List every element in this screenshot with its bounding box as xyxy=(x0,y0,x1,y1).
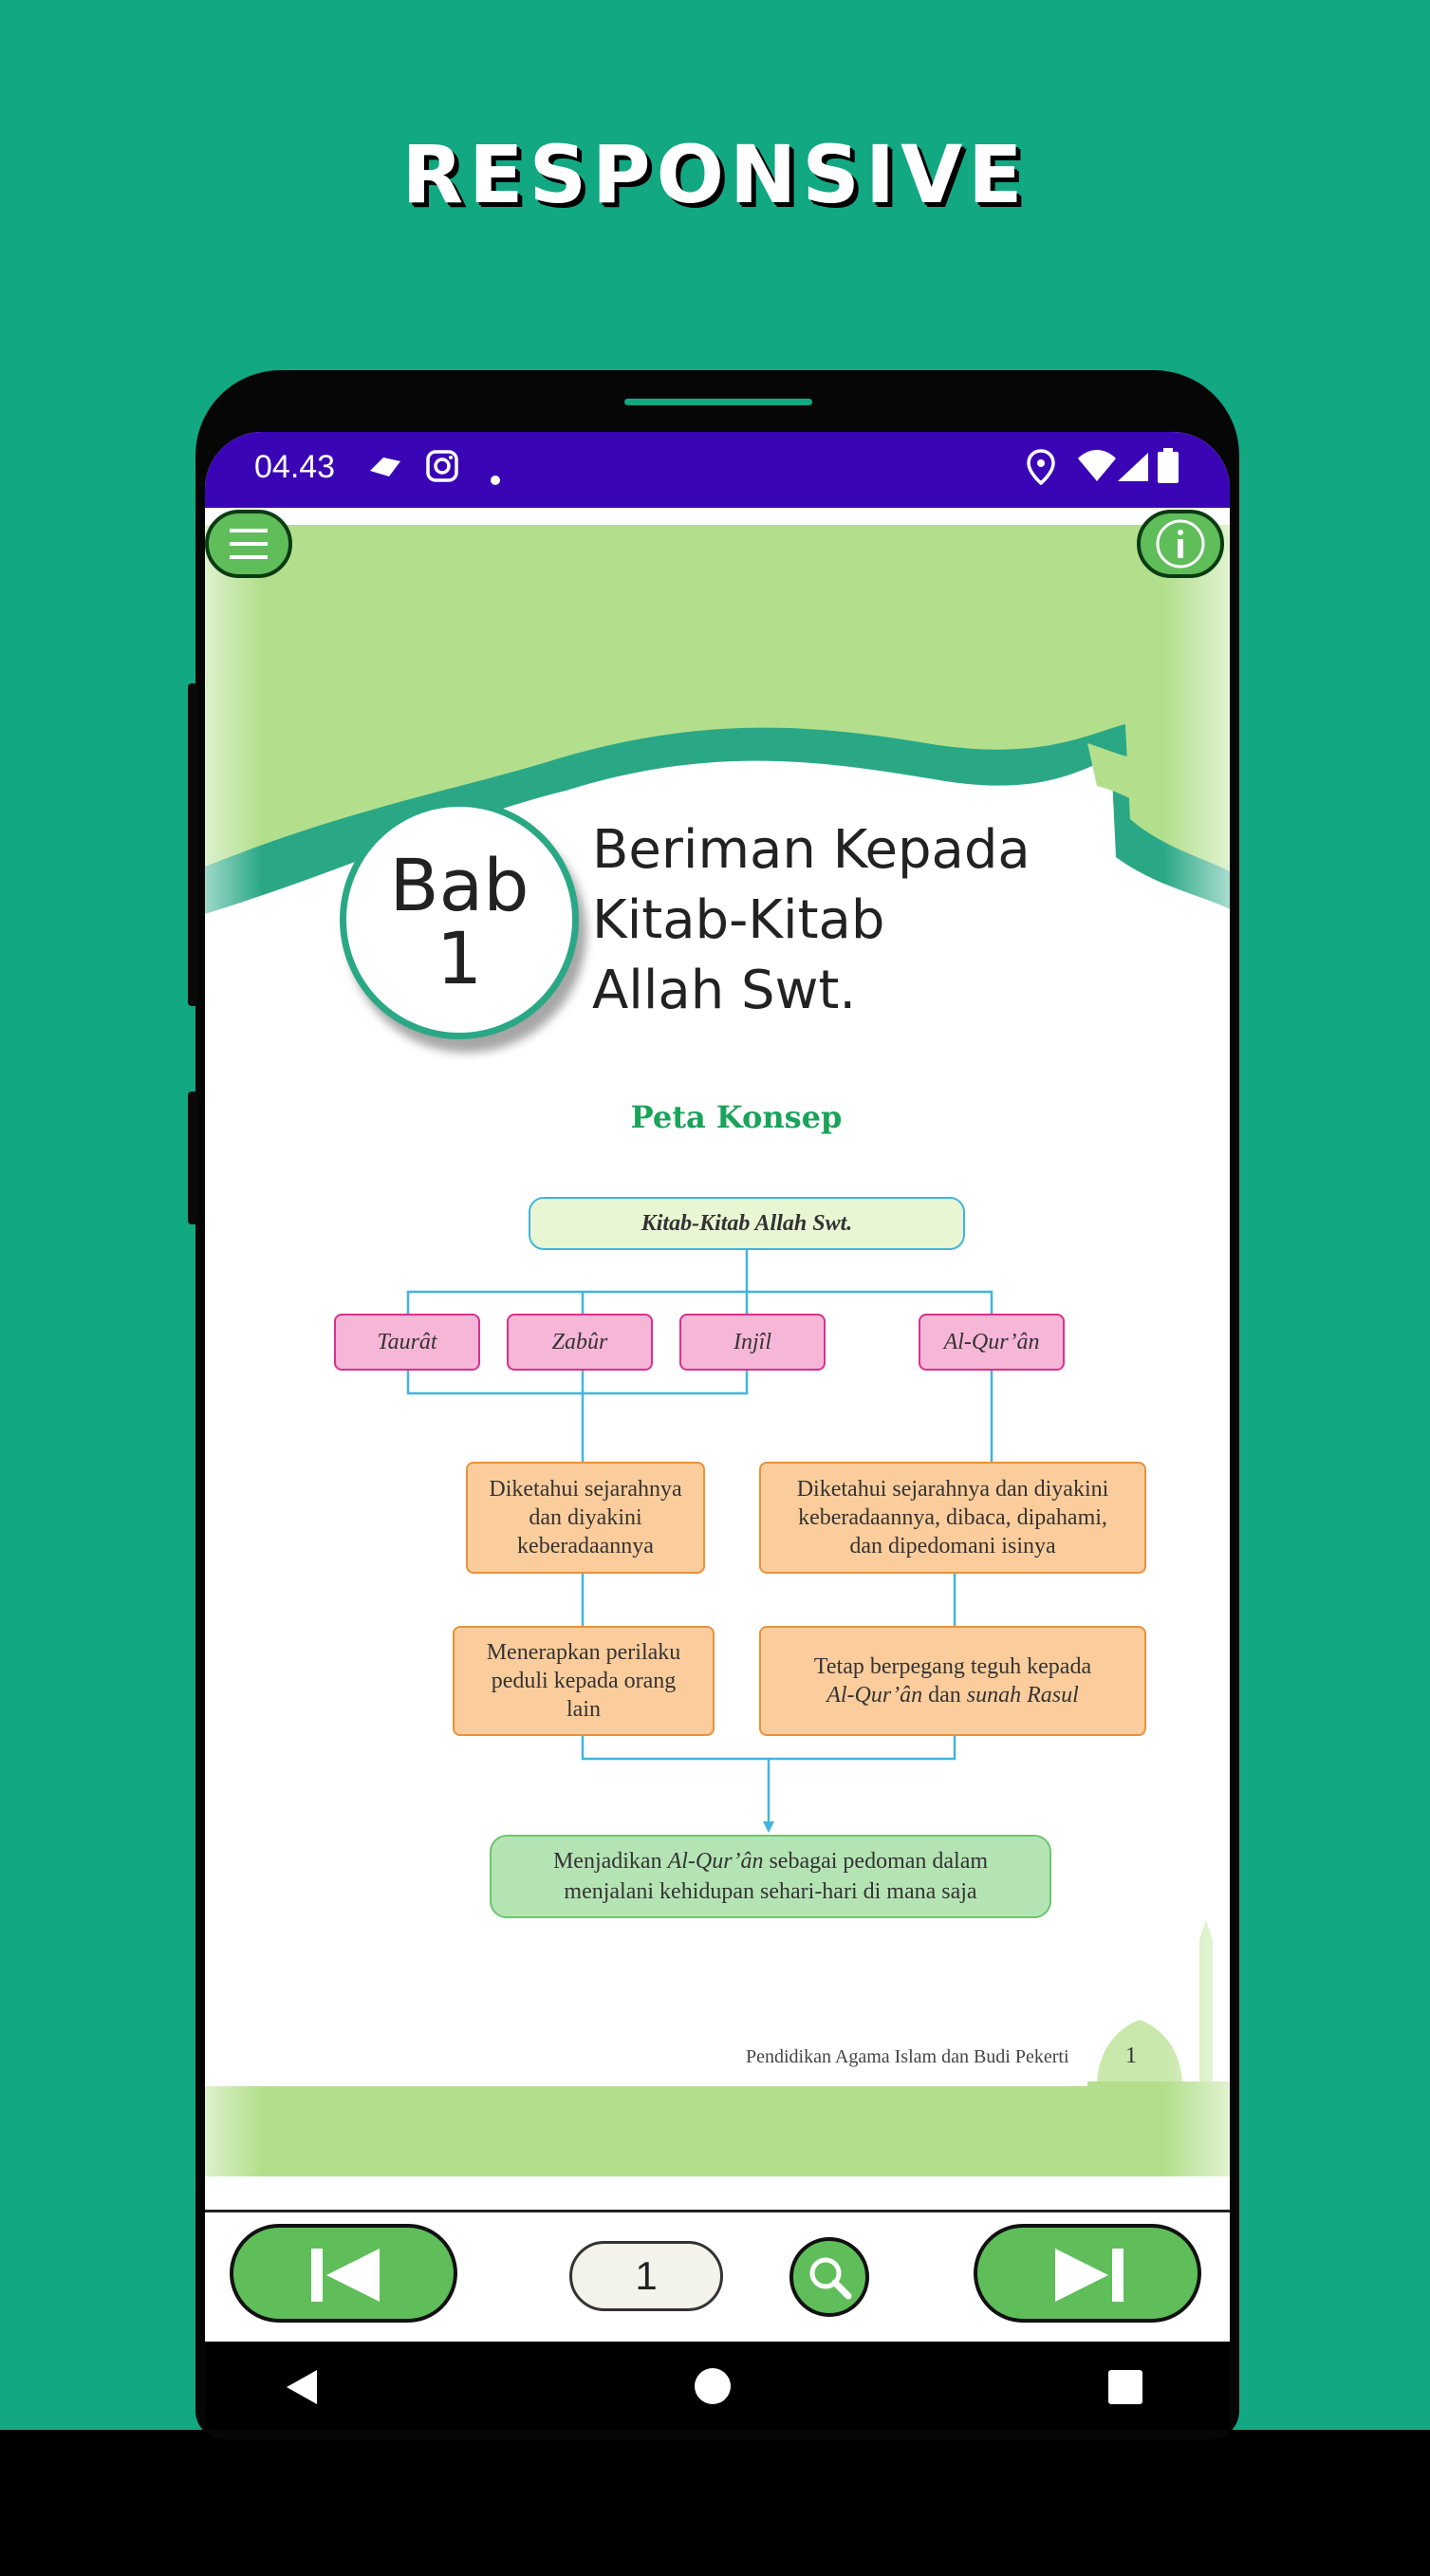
box-line: lain xyxy=(566,1697,601,1722)
left-action-box xyxy=(453,1626,715,1736)
menu-icon xyxy=(228,525,269,563)
right-description-box xyxy=(759,1462,1146,1574)
chapter-badge-number: 1 xyxy=(436,916,483,1000)
italic-term: sunah Rasul xyxy=(966,1683,1079,1708)
concept-map-heading: Peta Konsep xyxy=(630,1099,843,1135)
skip-previous-icon xyxy=(309,2247,381,2304)
wifi-icon xyxy=(1076,449,1118,492)
page-edge-shade-left xyxy=(205,525,262,2176)
instagram-icon xyxy=(425,449,459,492)
page-footer-green xyxy=(205,2086,1230,2176)
box-line: keberadaannya xyxy=(517,1534,654,1559)
previous-page-button[interactable] xyxy=(230,2224,457,2323)
plain-text: sebagai pedoman dalam xyxy=(763,1849,989,1874)
book-box-taurat: Taurât xyxy=(334,1314,480,1371)
reader-toolbar xyxy=(205,2210,1230,2341)
book-box-injil: Injîl xyxy=(679,1314,826,1371)
menu-button[interactable] xyxy=(205,510,292,578)
italic-term: Al-Qur’ân xyxy=(826,1683,923,1708)
info-button[interactable] xyxy=(1137,510,1224,578)
concept-root-box: Kitab-Kitab Allah Swt. xyxy=(529,1197,965,1250)
right-action-box xyxy=(759,1626,1146,1736)
status-bar xyxy=(205,432,1230,508)
next-page-button[interactable] xyxy=(974,2224,1201,2323)
phone-power-button xyxy=(188,1092,197,1224)
system-navigation-bar xyxy=(205,2342,1230,2430)
book-page[interactable] xyxy=(205,525,1230,2176)
status-time: 04.43 xyxy=(254,449,336,485)
phone-speaker xyxy=(624,399,812,405)
phone-volume-button xyxy=(188,683,197,1006)
headline: RESPONSIVE xyxy=(401,128,1029,221)
box-line: Diketahui sejarahnya dan diyakini xyxy=(796,1477,1109,1502)
notification-tag-icon xyxy=(366,451,404,489)
box-line: dan diyakini xyxy=(529,1505,642,1530)
box-line xyxy=(826,1681,1079,1709)
page-number: 1 xyxy=(1125,2044,1137,2068)
chapter-title-line: Allah Swt. xyxy=(592,960,857,1021)
page-footer-text: Pendidikan Agama Islam dan Budi Pekerti xyxy=(746,2046,1069,2067)
box-line: keberadaannya, dibaca, dipahami, xyxy=(798,1505,1107,1530)
home-circle-icon[interactable] xyxy=(693,2366,733,2406)
back-triangle-icon[interactable] xyxy=(283,2368,321,2406)
book-box-alquran: Al-Qur’ân xyxy=(919,1314,1065,1371)
book-box-zabur: Zabûr xyxy=(507,1314,653,1371)
italic-term: Al-Qur’ân xyxy=(667,1849,764,1874)
page-edge-shade-right xyxy=(1163,525,1230,2176)
info-icon xyxy=(1154,517,1207,570)
box-line: Tetap berpegang teguh kepada xyxy=(813,1654,1092,1679)
dot-icon xyxy=(490,457,501,495)
search-icon xyxy=(807,2254,854,2302)
result-box xyxy=(490,1835,1051,1918)
chapter-title-line: Beriman Kepada xyxy=(592,819,1031,881)
plain-text: dan xyxy=(922,1683,967,1708)
box-line: peduli kepada orang xyxy=(491,1669,677,1693)
box-line xyxy=(553,1846,988,1876)
location-icon xyxy=(1027,449,1055,494)
recents-square-icon[interactable] xyxy=(1106,2368,1144,2406)
box-line: Diketahui sejarahnya xyxy=(489,1477,682,1502)
box-line: menjalani kehidupan sehari-hari di mana saja xyxy=(564,1879,977,1904)
chapter-title-line: Kitab-Kitab xyxy=(592,889,885,951)
left-description-box xyxy=(466,1462,705,1574)
box-line: dan dipedomani isinya xyxy=(849,1534,1056,1559)
battery-icon xyxy=(1156,447,1180,494)
plain-text: Menjadikan xyxy=(552,1849,668,1874)
box-line: Menerapkan perilaku xyxy=(486,1640,681,1665)
bottom-band xyxy=(0,2430,1430,2576)
skip-next-icon xyxy=(1053,2247,1125,2304)
chapter-badge-word: Bab xyxy=(389,843,529,927)
signal-icon xyxy=(1116,451,1150,492)
phone-screen xyxy=(205,432,1230,2430)
search-button[interactable] xyxy=(789,2237,869,2317)
page-number-input[interactable]: 1 xyxy=(569,2241,723,2311)
